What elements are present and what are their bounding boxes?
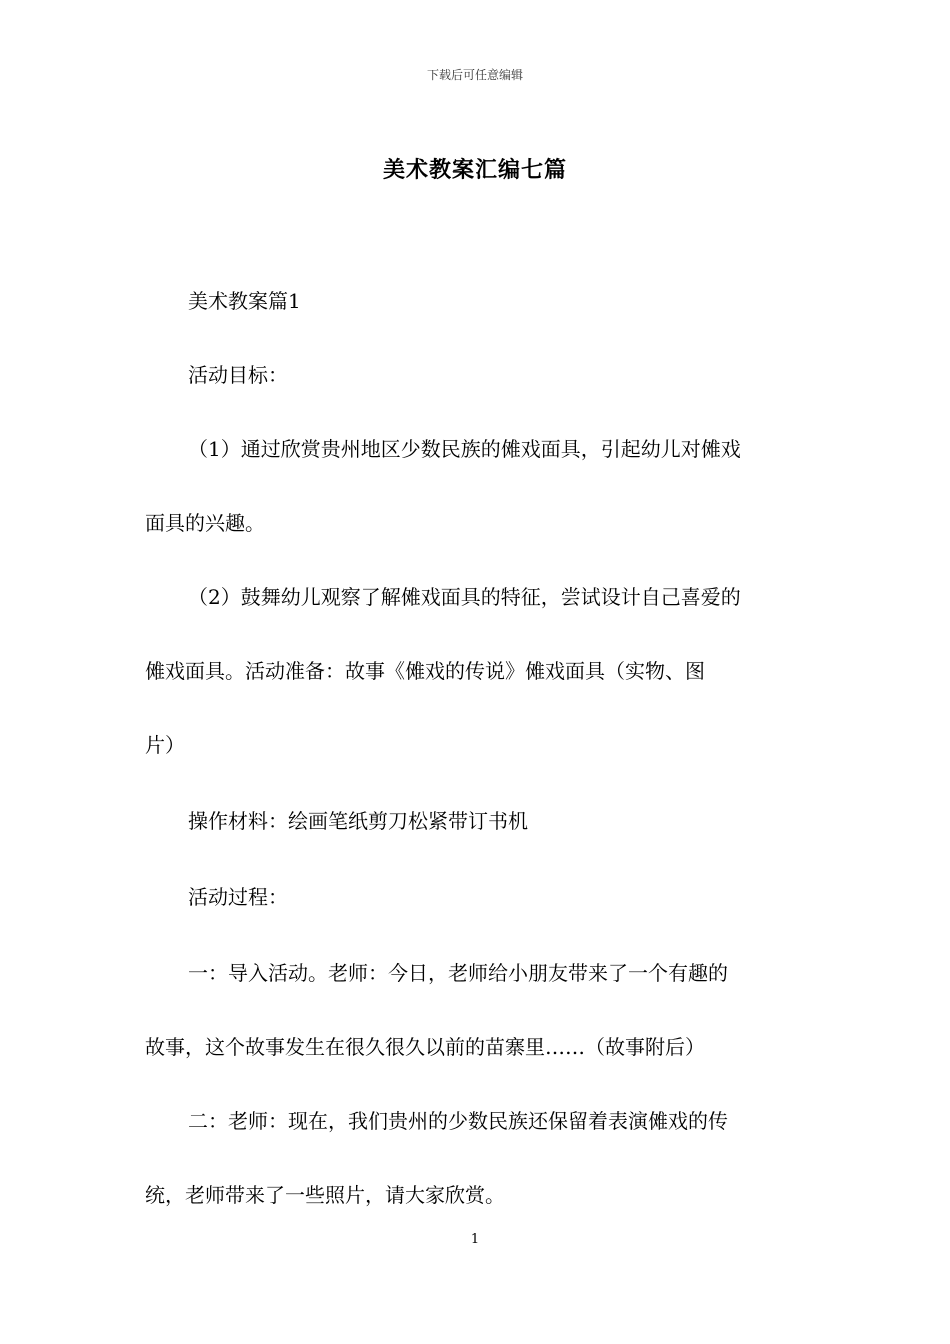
header-note: 下载后可任意编辑 — [426, 68, 523, 82]
paragraph-line: 二：老师：现在，我们贵州的少数民族还保留着表演傩戏的传 — [188, 1109, 728, 1133]
page-number: 1 — [470, 1232, 480, 1247]
paragraph-line: 活动目标： — [188, 363, 288, 387]
paragraph-line: 片） — [145, 733, 185, 757]
paragraph-line: 一：导入活动。老师：今日，老师给小朋友带来了一个有趣的 — [188, 961, 728, 985]
paragraph-line: （2）鼓舞幼儿观察了解傩戏面具的特征，尝试设计自己喜爱的 — [188, 585, 741, 609]
paragraph-line: 统，老师带来了一些照片，请大家欣赏。 — [145, 1183, 505, 1207]
paragraph-line: 操作材料：绘画笔纸剪刀松紧带订书机 — [188, 809, 528, 833]
section-heading: 美术教案篇1 — [188, 289, 301, 313]
paragraph-line: 面具的兴趣。 — [145, 511, 265, 535]
paragraph-line: （1）通过欣赏贵州地区少数民族的傩戏面具，引起幼儿对傩戏 — [188, 437, 741, 461]
document-title: 美术教案汇编七篇 — [382, 157, 567, 183]
paragraph-line: 故事，这个故事发生在很久很久以前的苗寨里……（故事附后） — [145, 1035, 705, 1059]
paragraph-line: 傩戏面具。活动准备：故事《傩戏的传说》傩戏面具（实物、图 — [145, 659, 705, 683]
paragraph-line: 活动过程： — [188, 885, 288, 909]
